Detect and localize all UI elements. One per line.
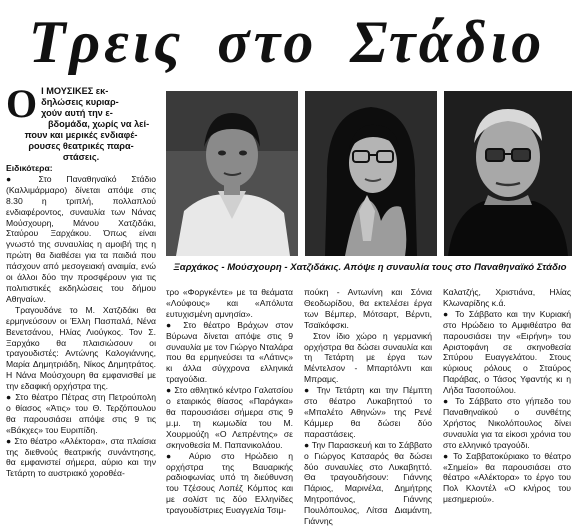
- article-paragraph: Τραγουδάνε το Μ. Χατζιδάκι θα ερμηνεύσουν οι Έλλη Πασπαλά, Νένα Βενετσάνου, Ηλίας Λιούγκος. Τον Σ. Ξαρχάκο θα πλαισιώσουν οι τραγουδιστές: Αντώνης Καλογιάννης, Μαρία Δημητριάδη, Νίκος Δημητράτος. Η Νάνα Μούσχουρη θα εμφανισθεί με την εδαφική ορχήστρα της.: [6, 304, 156, 392]
- article-paragraph: ● Αύριο στο Ηρώδειο η ορχήστρα της Βαυαρικής ραδιοφωνίας υπό τη διεύθυνση του Τζέσους Λοπέζ Κόμπος και με σολίστ τις δύο Ελληνίδες τραγουδίστριες Ευαγγελία Τσιμ-: [166, 450, 293, 516]
- article-paragraph: ● Στο Παναθηναϊκό Στάδιο (Καλλιμάρμαρο) δίνεται απόψε στις 8.30 η τριπλή, πολλαπλού ενδιαφέροντος, συναυλία των Νάνας Μούσχουρη, Μάνου Χατζιδάκι, Σταύρου Ξαρχάκου. Όπως είναι γνωστό της συναυλίας η αμοιβή της η πρώτη θα διαθέσει για τα παιδιά που πάσχουν από μεσογειακή αναιμία, ενώ οι άλλοι δύο την προσφέρουν για τις πολιτιστικές εκδηλώσεις του δήμου Αθηναίων.: [6, 173, 156, 304]
- drop-cap: Ο: [6, 81, 38, 126]
- article-paragraph: τρο «Φοργκέντε» με τα θεάματα «Λούφους» και «Απόλυτα ευτυχισμένη αμνησία».: [166, 287, 293, 319]
- article-paragraph: ● Στο θέατρο Βράχων στον Βύρωνα δίνεται απόψε στις 9 συναυλία με τον Γιώργο Νταλάρα που θα ερμηνεύσει τα «Λάτινς» κι άλλα σύγχρονα ελληνικά τραγούδια.: [166, 319, 293, 385]
- article-paragraph: πούκη - Αντωνίνη και Σόνια Θεοδωρίδου, θα εκτελέσει έργα των Βέμπερ, Μότσαρτ, Βέρντι, Τσαϊκόφσκι.: [304, 287, 432, 330]
- portrait-image: [305, 91, 437, 256]
- photo-mouskouri: [305, 91, 437, 256]
- article-column-3: [304, 287, 432, 527]
- lead-line: Ι ΜΟΥΣΙΚΕΣ εκ-: [41, 86, 109, 96]
- lead-paragraph: [6, 81, 156, 163]
- article-paragraph: ● Το Σάββατο και την Κυριακή στο Ηρώδειο το Αμφιθέατρο θα παρουσιάσει την «Ειρήνη» του Αριστοφάνη σε σκηνοθεσία Σπύρου Ευαγγελάτου. Στους κύριους ρόλους ο Σταύρος Παράβας, ο Τάσος Υφαντής κι η Λήδα Τασοπούλου.: [443, 308, 571, 396]
- article-paragraph: ● Στο θέατρο «Αλέκτορα», στα πλαίσια της διεθνούς θεατρικής συνάντησης, θα εμφανιστεί σήμερα, αύριο και την Τετάρτη το αυστριακό χοροθέα-: [6, 435, 156, 479]
- portrait-image: [166, 91, 298, 256]
- lead-line: πουν και μερικές ενδιαφέ-: [24, 130, 138, 140]
- article-paragraph: ● Την Παρασκευή και το Σάββατο ο Γιώργος Κατσαρός θα δώσει δύο συναυλίες στο Λυκαβηττό. Θα τραγουδήσουν: Γιάννης Πάριος, Μαρινέλα, Δημήτρης Μητροπάνος, Γιάννης Πουλόπουλος, Λίτσα Διαμάντη, Γιάννης: [304, 439, 432, 527]
- article-paragraph: ● Το Σαββατοκύριακο το θέατρο «Σημείο» θα παρουσιάσει στο θέατρο «Αλέκτορα» το έργο του Πολ Κλοντέλ «Ο κλήρος του μεσημεριού».: [443, 450, 571, 505]
- photo-hatzidakis: [444, 91, 572, 256]
- photo-strip: [166, 91, 572, 256]
- article-column-2: [166, 287, 293, 516]
- photo-xarchakos: [166, 91, 298, 256]
- article-paragraph: Στον ίδιο χώρο η γερμανική ορχήστρα θα δώσει συναυλία και τη Τετάρτη με έργα των Μέντελσον - Μπαρτόλντι και Μπραμς.: [304, 330, 432, 385]
- subheading: Ειδικότερα:: [6, 163, 53, 173]
- lead-line: χούν αυτή την ε-: [41, 108, 113, 118]
- lead-line: βδομάδα, χωρίς να λεί-: [47, 119, 150, 129]
- article-paragraph: ● Την Τετάρτη και την Πέμπτη στο θέατρο Λυκαβηττού το «Μπαλέτο Αθηνών» της Ρενέ Κάμμερ θα δώσει δύο παραστάσεις.: [304, 385, 432, 439]
- lead-line: στάσεις.: [62, 152, 100, 162]
- lead-line: ρουσες θεατρικές παρα-: [28, 141, 134, 151]
- photo-caption: Ξαρχάκος - Μούσχουρη - Χατζιδάκις. Απόψε η συναυλία τους στο Παναθηναϊκό Στάδιο: [173, 262, 567, 273]
- headline: Τρεις στο Στάδιο: [28, 9, 546, 75]
- article-column-1: [6, 81, 156, 479]
- portrait-image: [444, 91, 572, 256]
- article-paragraph: ● Στο αθλητικό κέντρο Γαλατσίου ο εταιρικός θίασος «Παράγκα» θα παρουσιάσει σήμερα στις 9 μ.μ. τη κωμωδία του Μ. Χουρμούζη «Ο Λεπρέντης» σε σκηνοθεσία Μ. Παπανικολάου.: [166, 385, 293, 450]
- article-paragraph: ● Το Σάββατο στο γήπεδο του Παναθηναϊκού ο συνθέτης Χρήστος Νικολόπουλος δίνει συναυλία για τα είκοσι χρόνια του στο ελληνικό τραγούδι.: [443, 396, 571, 450]
- article-paragraph: ● Στο θέατρο Πέτρας στη Πετρούπολη ο θίασος «Άτις» του Θ. Τερζόπουλου θα παρουσιάσει απόψε στις 9 τις «Βάκχες» του Ευριπίδη.: [6, 392, 156, 435]
- article-paragraph: Καλατζής, Χριστιάνα, Ηλίας Κλωναρίδης κ.ά.: [443, 287, 571, 308]
- lead-line: δηλώσεις κυριαρ-: [41, 97, 119, 107]
- article-column-4: [443, 287, 571, 505]
